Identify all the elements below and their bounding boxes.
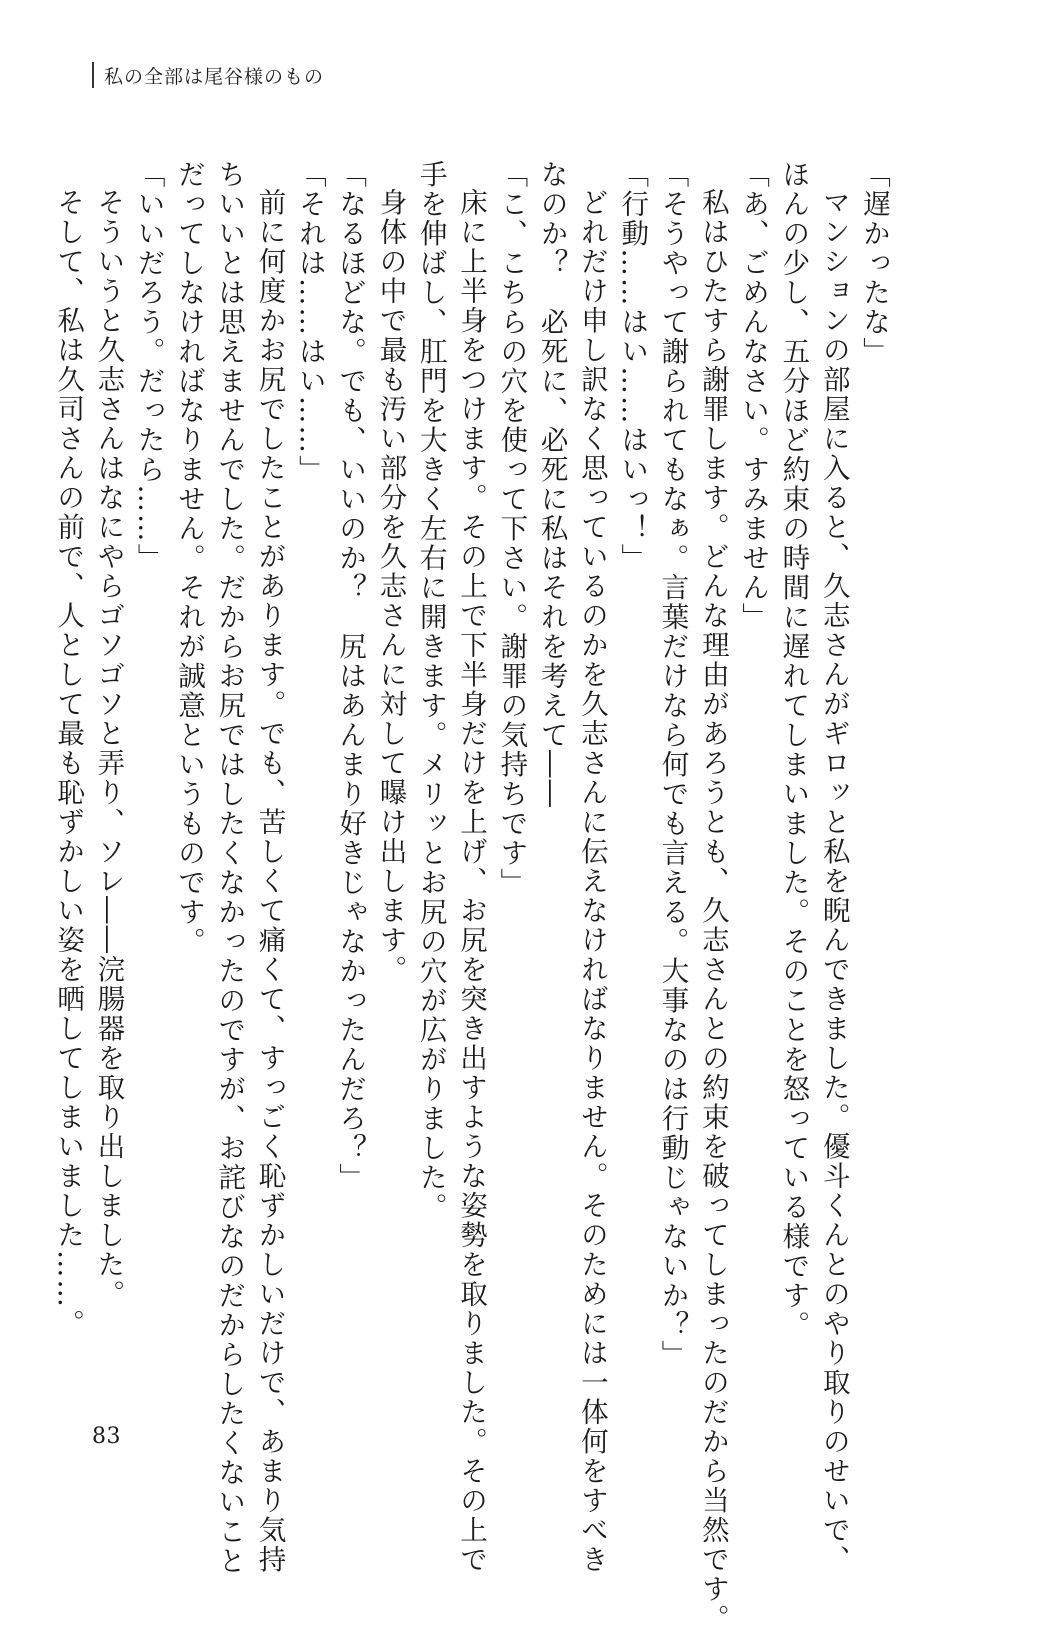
text-line: だってしなければなりません。それが誠意というものです。	[172, 160, 205, 957]
running-header	[92, 62, 324, 88]
text-line: 身体の中で最も汚い部分を久志さんに対して曝け出します。	[374, 187, 407, 984]
text-line: そして、私は久司さんの前で、人として最も恥ずかしい姿を晒してしまいました……。	[52, 187, 85, 1338]
text-line: 「いいだろう。だったら……」	[132, 160, 165, 573]
text-line: 「行動……はい……はいっ！」	[616, 160, 649, 573]
text-line: ほんの少し、五分ほど約束の時間に遅れてしまいました。そのことを怒っている様です。	[777, 160, 810, 1340]
text-line: そういうと久志さんはなにやらゴソゴソと弄り、ソレ――浣腸器を取り出しました。	[92, 187, 125, 1309]
text-line: 私はひたすら謝罪します。どんな理由があろうとも、久志さんとの約束を破ってしまったのだから当然です。	[696, 187, 729, 1633]
text-line: 手を伸ばし、肛門を大きく左右に開きます。メリッとお尻の穴が広がりました。	[414, 160, 447, 1222]
text-line: なのか？ 必死に、必死に私はそれを考えて――	[535, 160, 568, 809]
text-line: どれだけ申し訳なく思っているのかを久志さんに伝えなければなりません。そのためには一体何をすべき	[575, 187, 608, 1574]
text-line: 「なるほどな。でも、いいのか？ 尻はあんまり好きじゃなかったんだろ？」	[334, 160, 367, 1193]
text-line: 前に何度かお尻でしたことがあります。でも、苦しくて痛くて、すっごく恥ずかしいだけで、あまり気持	[253, 187, 286, 1574]
page-number: 83	[92, 1424, 121, 1449]
text-line: 「そうやって謝られてもなぁ。言葉だけなら何でも言える。大事なのは行動じゃないか？」	[656, 160, 689, 1370]
text-line: マンションの部屋に入ると、久志さんがギロッと私を睨んできました。優斗くんとのやり取りのせいで、	[817, 187, 850, 1574]
text-line: 床に上半身をつけます。その上で下半身だけを上げ、お尻を突き出すような姿勢を取りました。その上で	[455, 187, 488, 1574]
text-line: ちいいとは思えませんでした。だからお尻ではしたくなかったのですが、お詫びなのだからしたくないこと	[213, 160, 246, 1576]
header-divider	[92, 62, 94, 88]
text-line: 「こ、こちらの穴を使って下さい。謝罪の気持ちです」	[495, 160, 528, 898]
text-line: 「あ、ごめんなさい。すみません」	[737, 160, 770, 632]
chapter-title: 私の全部は尾谷様のもの	[104, 65, 325, 88]
text-line: 「それは……はい……」	[293, 160, 326, 485]
text-line: 「遅かったな」	[858, 160, 890, 367]
